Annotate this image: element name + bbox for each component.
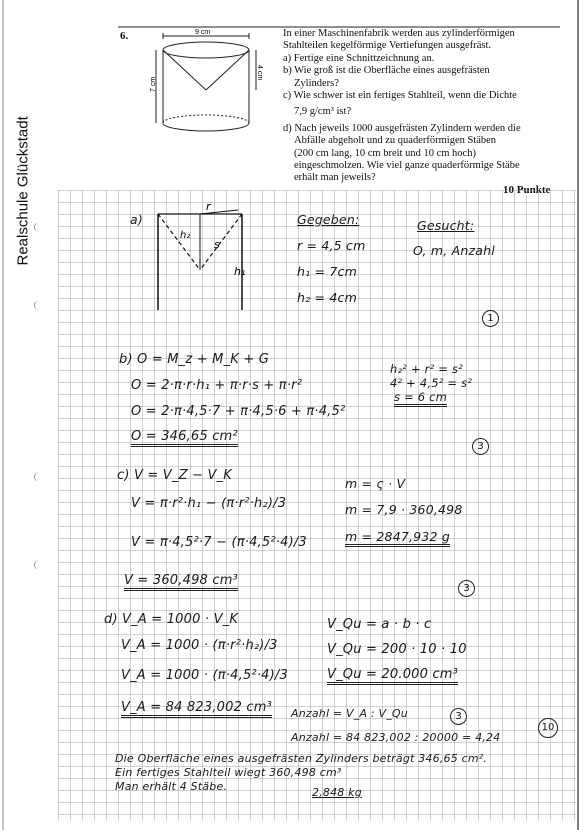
given-title: Gegeben: bbox=[297, 212, 360, 227]
sought-title: Gesucht: bbox=[417, 218, 475, 233]
task-d-5: erhält man jeweils? bbox=[294, 172, 376, 184]
c-line-2: V = π·r²·h₁ − (π·r²·h₂)/3 bbox=[131, 496, 287, 511]
given-h2: h₂ = 4cm bbox=[297, 290, 357, 305]
answer-3: Man erhält 4 Stäbe. bbox=[115, 780, 228, 793]
task-d-3: (200 cm lang, 10 cm breit und 10 cm hoch) bbox=[294, 147, 476, 159]
q-line-2: V_Qu = 200 · 10 · 10 bbox=[327, 642, 467, 657]
q-line-1: V_Qu = a · b · c bbox=[327, 617, 432, 632]
b-line-1: b) O = M_z + M_K + G bbox=[119, 352, 270, 367]
d-line-1: d) V_A = 1000 · V_K bbox=[104, 612, 239, 627]
b-result: O = 346,65 cm² bbox=[131, 429, 238, 447]
figure-right-label: 4 cm bbox=[256, 65, 263, 81]
task-c-2: 7,9 g/cm³ ist? bbox=[294, 106, 352, 118]
sketch-r: r bbox=[206, 200, 211, 213]
task-text bbox=[283, 28, 583, 185]
c-line-3: V = π·4,5²·7 − (π·4,5²·4)/3 bbox=[131, 535, 307, 550]
score-a: 1 bbox=[482, 310, 499, 327]
score-b: 3 bbox=[472, 438, 489, 455]
task-b-2: Zylinders? bbox=[294, 77, 339, 89]
figure-left-label: 7 cm bbox=[150, 76, 157, 92]
m-result: m = 2847,932 g bbox=[345, 529, 450, 547]
b-line-3: O = 2·π·4,5·7 + π·4,5·6 + π·4,5² bbox=[131, 404, 346, 419]
task-d-4: eingeschmolzen. Wie viel ganze quaderförmige Stäbe bbox=[294, 160, 520, 172]
task-a: a) Fertige eine Schnittzeichnung an. bbox=[283, 52, 435, 64]
q-result: V_Qu = 20.000 cm³ bbox=[327, 667, 458, 685]
sketch-h2: h₂ bbox=[180, 230, 191, 241]
task-b-1: b) Wie groß ist die Oberfläche eines ausgefrästen bbox=[283, 65, 490, 77]
sketch-s: s bbox=[214, 238, 220, 251]
m-line-2: m = 7,9 · 360,498 bbox=[345, 502, 463, 517]
task-d-1: d) Nach jeweils 1000 ausgefrästen Zylindern werden die bbox=[283, 122, 521, 134]
task-number: 6. bbox=[120, 30, 129, 42]
b-line-2: O = 2·π·r·h₁ + π·r·s + π·r² bbox=[131, 378, 303, 393]
d-line-2: V_A = 1000 · (π·r²·h₂)/3 bbox=[121, 638, 278, 653]
sketch-h1: h₁ bbox=[234, 265, 246, 278]
s-line-1: h₂² + r² = s² bbox=[390, 362, 463, 376]
sought-values: O, m, Anzahl bbox=[413, 243, 495, 258]
s-result: s = 6 cm bbox=[394, 390, 447, 407]
school-name: Realschule Glückstadt bbox=[14, 116, 32, 266]
given-h1: h₁ = 7cm bbox=[297, 264, 357, 279]
task-c-1: c) Wie schwer ist ein fertiges Stahlteil, wenn die Dichte bbox=[283, 90, 517, 102]
score-d: 3 bbox=[450, 708, 467, 725]
d-result: V_A = 84 823,002 cm³ bbox=[121, 700, 272, 718]
anzahl-line-1: Anzahl = V_A : V_Qu bbox=[291, 707, 408, 720]
score-total: 10 bbox=[538, 718, 558, 738]
anzahl-line-2: Anzahl = 84 823,002 : 20000 = 4,24 bbox=[291, 731, 501, 744]
m-line-1: m = ς · V bbox=[345, 476, 406, 491]
part-a-label: a) bbox=[130, 212, 143, 227]
d-line-3: V_A = 1000 · (π·4,5²·4)/3 bbox=[121, 668, 288, 683]
answer-2: Ein fertiges Stahlteil wiegt 360,498 cm³ bbox=[115, 766, 342, 779]
answer-correction: 2,848 kg bbox=[312, 786, 362, 799]
figure-top-label: 9 cm bbox=[195, 29, 211, 36]
section-sketch bbox=[150, 200, 260, 320]
answer-1: Die Oberfläche eines ausgefrästen Zylinders beträgt 346,65 cm². bbox=[115, 752, 488, 765]
task-intro-1: In einer Maschinenfabrik werden aus zylinderförmigen bbox=[283, 28, 515, 39]
score-c: 3 bbox=[458, 580, 475, 597]
task-d-2: Abfälle abgeholt und zu quaderförmigen Stäben bbox=[294, 135, 497, 147]
task-intro-2: Stahlteilen kegelförmige Vertiefungen ausgefräst. bbox=[283, 40, 491, 52]
c-result: V = 360,498 cm³ bbox=[124, 573, 238, 591]
given-r: r = 4,5 cm bbox=[297, 238, 366, 253]
cylinder-figure bbox=[145, 28, 280, 143]
s-line-2: 4² + 4,5² = s² bbox=[390, 376, 473, 390]
c-line-1: c) V = V_Z − V_K bbox=[117, 468, 232, 483]
